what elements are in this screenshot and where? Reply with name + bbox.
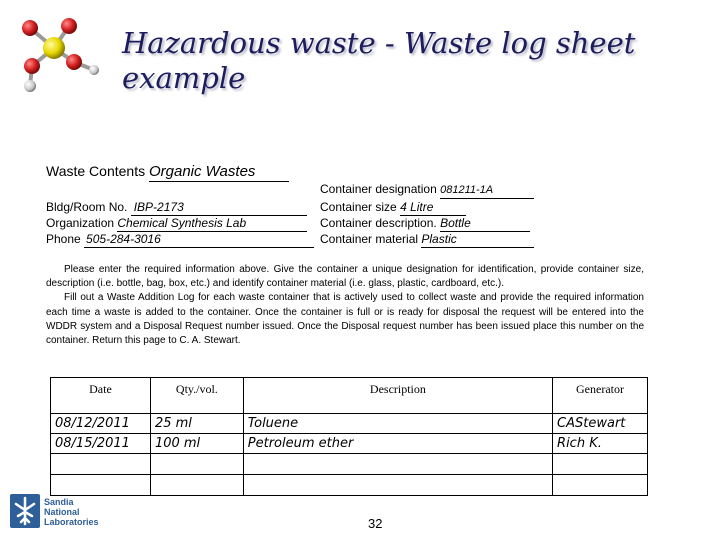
table-row (51, 475, 648, 496)
cell-generator: CAStewart (553, 414, 648, 434)
cell-description: Petroleum ether (243, 434, 552, 454)
designation-row (320, 181, 534, 199)
designation-label: Container designation (320, 182, 437, 196)
cell-description: Toluene (243, 414, 552, 434)
waste-contents-value: Organic Wastes (149, 163, 289, 182)
header-qty: Qty./vol. (150, 378, 243, 414)
size-label: Container size (320, 200, 397, 214)
designation-value: 081211-1A (440, 183, 534, 199)
org-value: Chemical Synthesis Lab (117, 216, 307, 232)
logo-text: Sandia National Laboratories (44, 497, 99, 527)
table-row (51, 434, 648, 454)
table-row (51, 454, 648, 475)
phone-value: 505-284-3016 (84, 232, 314, 248)
waste-log-table (50, 377, 648, 496)
size-value: 4 Litre (400, 200, 466, 216)
table-header-row (51, 378, 648, 414)
page-number: 32 (368, 516, 383, 531)
header-generator: Generator (553, 378, 648, 414)
bldg-row (46, 199, 307, 216)
cell-generator: Rich K. (553, 434, 648, 454)
molecule-graphic (14, 14, 104, 98)
cell-qty: 100 ml (150, 434, 243, 454)
description-value: Bottle (440, 216, 530, 232)
material-value: Plastic (421, 232, 534, 248)
org-label: Organization (46, 216, 115, 230)
cell-qty: 25 ml (150, 414, 243, 434)
thunderbird-icon (10, 494, 40, 528)
sandia-logo (10, 494, 110, 532)
header-date: Date (51, 378, 151, 414)
material-row (320, 231, 534, 248)
instructions (46, 263, 644, 348)
page-title: Hazardous waste - Waste log sheet example (122, 26, 636, 95)
phone-row (46, 231, 314, 248)
waste-contents-row (46, 162, 289, 182)
bldg-label: Bldg/Room No. (46, 200, 128, 214)
bldg-value: IBP-2173 (131, 200, 307, 216)
instructions-paragraph-1: Please enter the required information above. Give the container a unique designation for identification, provide container size, description (i.e. bottle, bag, box, etc.) and identify container material (i.e. glass, plastic, cardboard, etc.). (46, 264, 644, 290)
material-label: Container material (320, 232, 419, 246)
cell-date: 08/12/2011 (51, 414, 151, 434)
org-row (46, 215, 307, 232)
instructions-paragraph-2: Fill out a Waste Addition Log for each waste container that is actively used to collect waste and provide the required information each time a waste is added to the container. Once the container is full or is ready for disposal the request will be entered into the WDDR system and a Disposal Request number issued. Once the Disposal request number has been issued place this number on the container. Return this page to C. A. Stewart. (46, 292, 644, 347)
description-row (320, 215, 530, 232)
phone-label: Phone (46, 232, 81, 246)
waste-contents-label: Waste Contents (46, 163, 146, 179)
description-label: Container description. (320, 216, 437, 230)
header-description: Description (243, 378, 552, 414)
size-row (320, 199, 466, 216)
table-row (51, 414, 648, 434)
cell-date: 08/15/2011 (51, 434, 151, 454)
